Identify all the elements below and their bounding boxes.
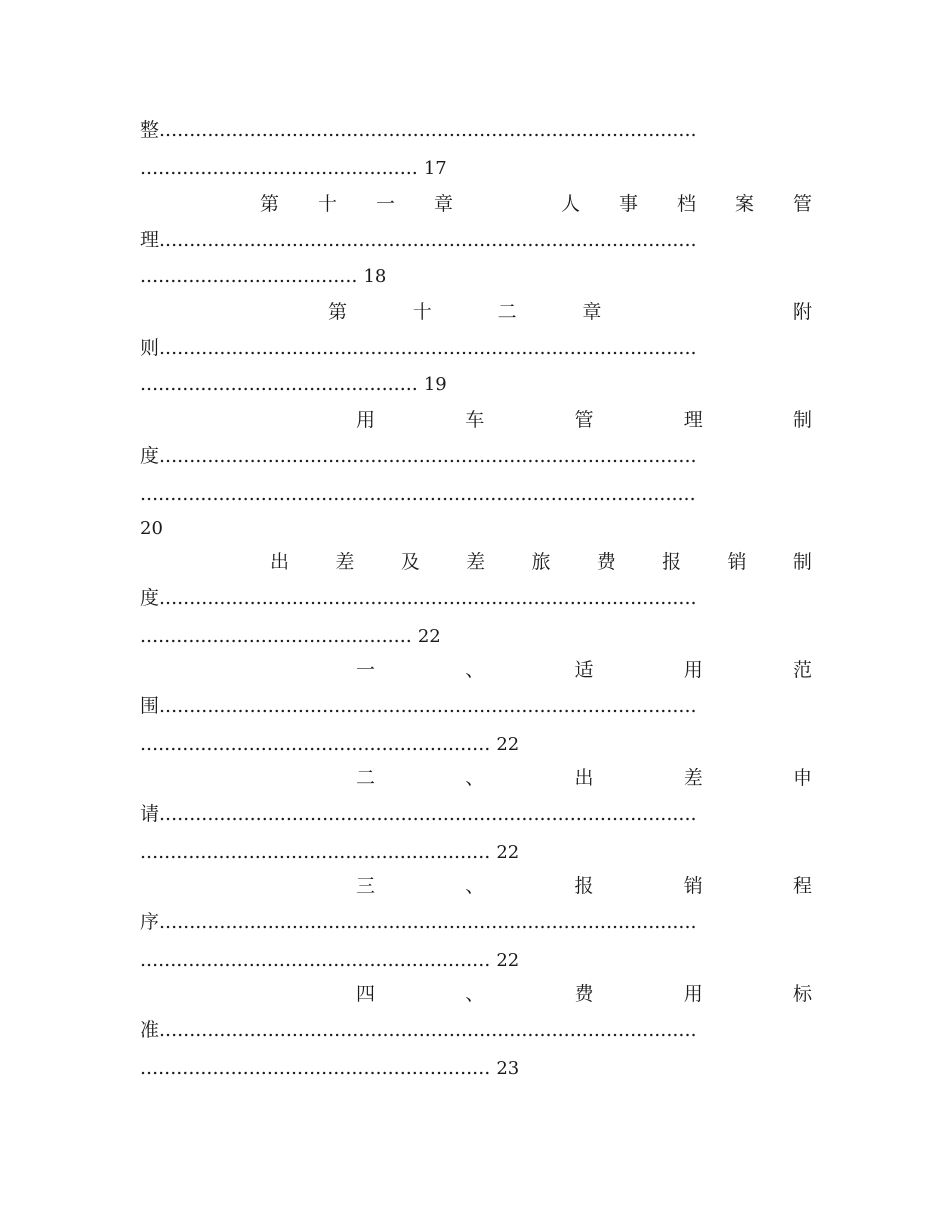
heading-char: 制	[792, 551, 812, 573]
heading-char: 、	[465, 659, 485, 681]
toc-page-number: 20	[140, 518, 163, 539]
toc-entry-dots-line	[140, 732, 812, 756]
toc-entry-title-line	[140, 336, 812, 360]
heading-char: 章	[582, 301, 602, 323]
dot-leader: .........................................................................................	[159, 695, 697, 717]
heading-char: 二	[356, 767, 376, 789]
toc-entry-dots-line	[140, 482, 812, 506]
heading-char: 、	[465, 983, 485, 1005]
toc-entry-dots-line	[140, 372, 812, 396]
toc-entry-title-line	[140, 118, 812, 142]
heading-char: 十	[318, 193, 338, 215]
toc-entry-title-line	[140, 802, 812, 826]
heading-char: 申	[792, 767, 812, 789]
dot-leader: .............................................	[140, 625, 418, 647]
heading-char: 程	[792, 875, 812, 897]
heading-char: 标	[792, 983, 812, 1005]
toc-entry-dots-line	[140, 156, 812, 180]
heading-char: 差	[335, 551, 355, 573]
heading-char: 旅	[531, 551, 551, 573]
heading-char: 制	[792, 409, 812, 431]
dot-leader: ..........................................................	[140, 949, 497, 971]
toc-entry-title-line	[140, 586, 812, 610]
dot-leader: ..........................................................	[140, 733, 497, 755]
toc-heading-line	[356, 408, 812, 432]
heading-char: 销	[683, 875, 703, 897]
toc-entry-last-char: 度	[140, 587, 160, 609]
heading-char: 附	[792, 301, 812, 323]
toc-entry-title-line	[140, 228, 812, 252]
toc-entry-dots-line	[140, 624, 812, 648]
toc-entry-last-char: 整	[140, 119, 160, 141]
toc-page-number: 22	[417, 626, 441, 647]
heading-char: 第	[328, 301, 348, 323]
dot-leader: .........................................................................................	[159, 229, 697, 251]
heading-char: 四	[356, 983, 376, 1005]
toc-heading-line	[260, 192, 812, 216]
toc-heading-line	[356, 874, 812, 898]
heading-char: 档	[676, 193, 696, 215]
heading-char: 报	[662, 551, 682, 573]
heading-char: 出	[270, 551, 290, 573]
dot-leader: ..............................................	[140, 373, 424, 395]
heading-char: 用	[356, 409, 376, 431]
toc-entry-dots-line	[140, 264, 812, 288]
heading-char: 二	[497, 301, 517, 323]
heading-char: 十	[412, 301, 432, 323]
dot-leader: .........................................................................................	[159, 119, 697, 141]
heading-char: 差	[466, 551, 486, 573]
dot-leader: ..............................................	[140, 157, 424, 179]
toc-entry-last-char: 序	[140, 911, 160, 933]
heading-char: 用	[683, 659, 703, 681]
toc-page-number: 17	[423, 158, 447, 179]
heading-char: 案	[734, 193, 754, 215]
toc-heading-line	[356, 982, 812, 1006]
heading-char: 一	[376, 193, 396, 215]
heading-char: 费	[596, 551, 616, 573]
toc-page-number: 23	[496, 1058, 520, 1079]
toc-entry-last-char: 理	[140, 229, 160, 251]
heading-char: 人	[560, 193, 580, 215]
toc-entry-last-char: 则	[140, 337, 160, 359]
heading-char: 差	[683, 767, 703, 789]
toc-heading-line	[328, 300, 812, 324]
toc-page-number: 22	[496, 950, 520, 971]
dot-leader: ....................................	[140, 265, 364, 287]
heading-char: 报	[574, 875, 594, 897]
heading-char: 事	[618, 193, 638, 215]
toc-entry-title-line	[140, 694, 812, 718]
heading-char: 出	[574, 767, 594, 789]
heading-char: 、	[465, 875, 485, 897]
heading-char: 管	[574, 409, 594, 431]
dot-leader: .........................................................................................	[159, 587, 697, 609]
toc-entry-page-line	[140, 516, 812, 540]
toc-entry-title-line	[140, 1018, 812, 1042]
toc-page-number: 22	[496, 842, 520, 863]
toc-entry-last-char: 度	[140, 445, 160, 467]
heading-char: 章	[434, 193, 454, 215]
heading-char: 、	[465, 767, 485, 789]
heading-char: 管	[792, 193, 812, 215]
dot-leader: .........................................................................................	[159, 337, 697, 359]
dot-leader: .........................................................................................	[159, 803, 697, 825]
heading-char: 理	[683, 409, 703, 431]
dot-leader: ............................................................................................	[140, 483, 696, 505]
toc-entry-dots-line	[140, 948, 812, 972]
heading-char: 一	[356, 659, 376, 681]
dot-leader: ..........................................................	[140, 1057, 497, 1079]
heading-char: 车	[465, 409, 485, 431]
toc-entry-last-char: 准	[140, 1019, 160, 1041]
dot-leader: .........................................................................................	[159, 911, 697, 933]
heading-char: 范	[792, 659, 812, 681]
heading-char: 三	[356, 875, 376, 897]
heading-char: 第	[260, 193, 280, 215]
toc-entry-dots-line	[140, 1056, 812, 1080]
heading-char: 及	[400, 551, 420, 573]
heading-char: 费	[574, 983, 594, 1005]
dot-leader: ..........................................................	[140, 841, 497, 863]
heading-char: 适	[574, 659, 594, 681]
heading-char: 销	[727, 551, 747, 573]
toc-entry-last-char: 围	[140, 695, 160, 717]
toc-entry-title-line	[140, 910, 812, 934]
toc-page-number: 22	[496, 734, 520, 755]
dot-leader: .........................................................................................	[159, 445, 697, 467]
dot-leader: .........................................................................................	[159, 1019, 697, 1041]
heading-char: 用	[683, 983, 703, 1005]
toc-page-number: 18	[363, 266, 387, 287]
toc-heading-line	[356, 658, 812, 682]
toc-entry-title-line	[140, 444, 812, 468]
toc-heading-line	[356, 766, 812, 790]
toc-entry-dots-line	[140, 840, 812, 864]
toc-heading-line	[270, 550, 812, 574]
toc-page-number: 19	[423, 374, 447, 395]
toc-entry-last-char: 请	[140, 803, 160, 825]
